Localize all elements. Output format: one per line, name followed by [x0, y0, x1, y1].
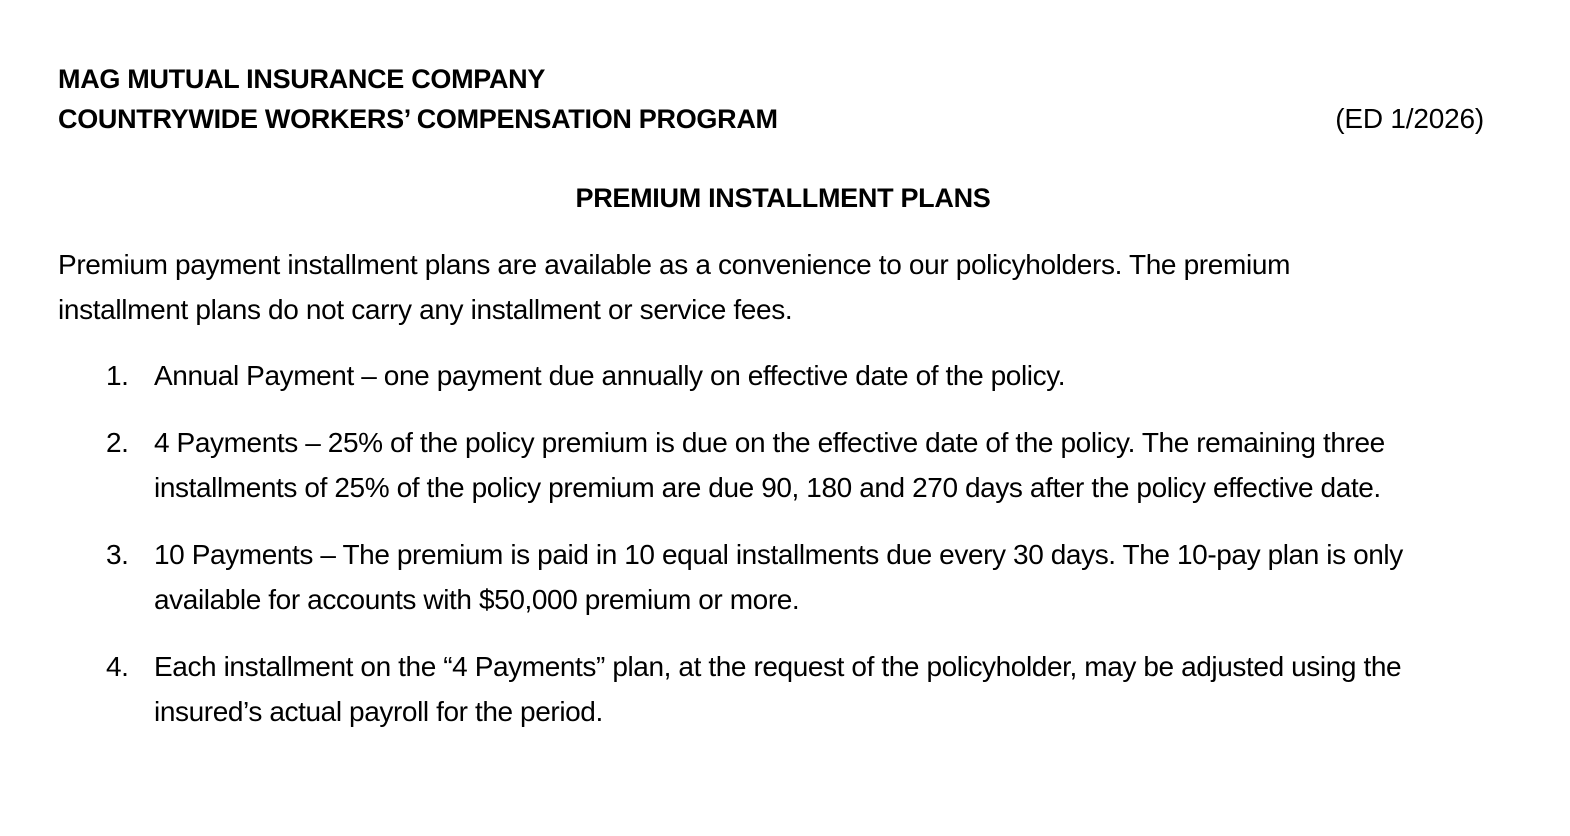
program-row [58, 99, 1484, 139]
edition-date: (ED 1/2026) [1335, 103, 1484, 134]
plan-item-10-payments [58, 532, 1498, 622]
plan-item-4-payments [58, 420, 1498, 510]
program-name: COUNTRYWIDE WORKERS’ COMPENSATION PROGRAM [58, 104, 778, 134]
plan-text: 4 Payments – 25% of the policy premium is due on the effective date of the policy. The remaining three installments of 25% of the policy premium are due 90, 180 and 270 days after the policy effective date. [154, 427, 1385, 503]
installment-plan-list [58, 353, 1498, 756]
company-name: MAG MUTUAL INSURANCE COMPANY [58, 64, 546, 94]
plan-number: 1. [106, 360, 129, 391]
intro-paragraph: Premium payment installment plans are available as a convenience to our policyholders. The premium installment plans do not carry any installment or service fees. [58, 249, 1291, 325]
plan-text: Each installment on the “4 Payments” plan, at the request of the policyholder, may be adjusted using the insured’s actual payroll for the period. [154, 651, 1402, 727]
plan-item-payroll-adjustment [58, 644, 1498, 734]
document-header [58, 60, 1484, 139]
plan-number: 4. [106, 651, 129, 682]
plan-text: Annual Payment – one payment due annually on effective date of the policy. [154, 360, 1066, 391]
plan-number: 3. [106, 539, 129, 570]
document-title: PREMIUM INSTALLMENT PLANS [575, 183, 991, 213]
plan-number: 2. [106, 427, 129, 458]
plan-item-annual [58, 353, 1498, 398]
plan-text: 10 Payments – The premium is paid in 10 equal installments due every 30 days. The 10-pay plan is only available for accounts with $50,000 premium or more. [154, 539, 1403, 615]
